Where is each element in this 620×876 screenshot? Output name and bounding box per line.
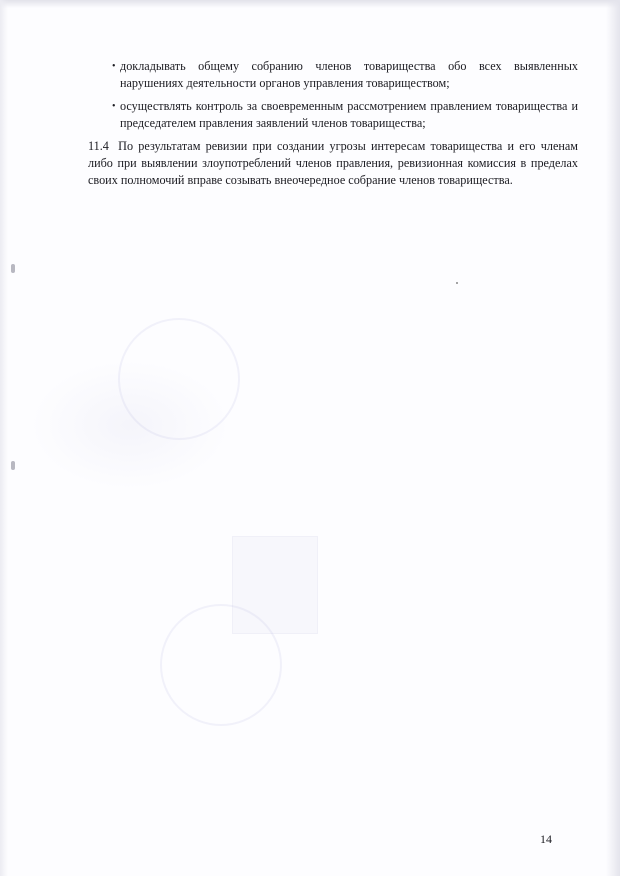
- stamp-trace: [160, 604, 282, 726]
- scan-speck: [456, 282, 458, 284]
- scan-edge-right: [606, 0, 620, 876]
- stamp-trace: [118, 318, 240, 440]
- bullet-item: [88, 98, 578, 132]
- punch-hole-mark: [11, 264, 15, 273]
- scan-edge-top: [0, 0, 620, 8]
- clause-paragraph: [88, 138, 578, 189]
- bullet-text: докладывать общему собранию членов товарищества обо всех выявленных нарушениях деятельности органов управления товариществом;: [120, 59, 578, 90]
- document-text: [88, 58, 578, 189]
- page-number: 14: [540, 832, 552, 846]
- clause-number: 11.4: [88, 139, 109, 153]
- clause-text: По результатам ревизии при создании угрозы интересам товарищества и его членам либо при выявлении злоупотреблений членов правления, ревизионная комиссия в пределах своих полномочий вправе созывать внеочередное собрание членов товарищества.: [88, 139, 579, 187]
- scan-edge-left: [0, 0, 8, 876]
- bullet-text: осуществлять контроль за своевременным рассмотрением правлением товарищества и председателем правления заявлений членов товарищества;: [120, 99, 578, 130]
- bullet-icon: •: [112, 61, 116, 72]
- punch-hole-mark: [11, 461, 15, 470]
- bullet-icon: •: [112, 101, 116, 112]
- bullet-item: [88, 58, 578, 92]
